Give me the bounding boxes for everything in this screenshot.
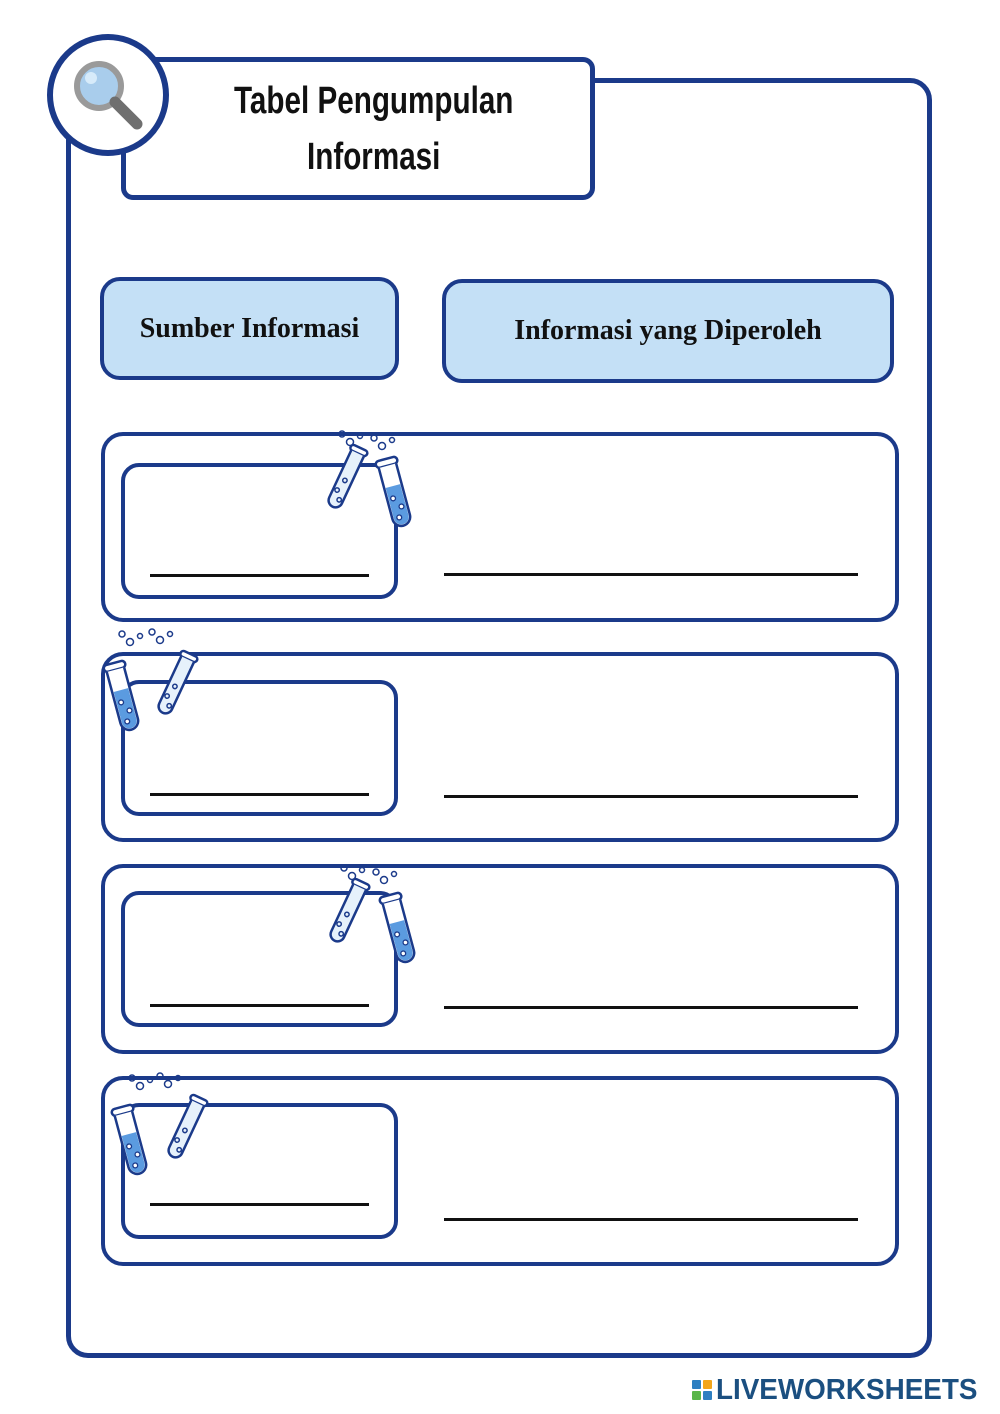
title-line-2: Informasi [306,135,441,178]
header-info [442,279,894,383]
test-tubes-icon [318,430,428,535]
source-answer-line[interactable] [150,793,369,796]
info-answer-line[interactable] [444,1218,858,1221]
test-tubes-icon [98,628,213,748]
liveworksheets-logo-icon [692,1380,712,1400]
info-answer-line[interactable] [444,795,858,798]
page-title [203,73,514,185]
info-answer-line[interactable] [444,1006,858,1009]
source-answer-line[interactable] [150,1004,369,1007]
title-line-1: Tabel Pengumpulan [233,79,514,122]
footer-brand [692,1374,988,1406]
header-source [100,277,399,380]
title-box [121,57,595,200]
header-info-label: Informasi yang Diperoleh [514,315,822,346]
magnifier-icon [47,34,169,156]
source-answer-line[interactable] [150,574,369,577]
source-answer-line[interactable] [150,1203,369,1206]
info-answer-line[interactable] [444,573,858,576]
footer-brand-text: LIVEWORKSHEETS [716,1373,978,1406]
test-tubes-icon [320,864,430,972]
header-source-label: Sumber Informasi [139,312,360,344]
test-tubes-icon [106,1072,221,1192]
